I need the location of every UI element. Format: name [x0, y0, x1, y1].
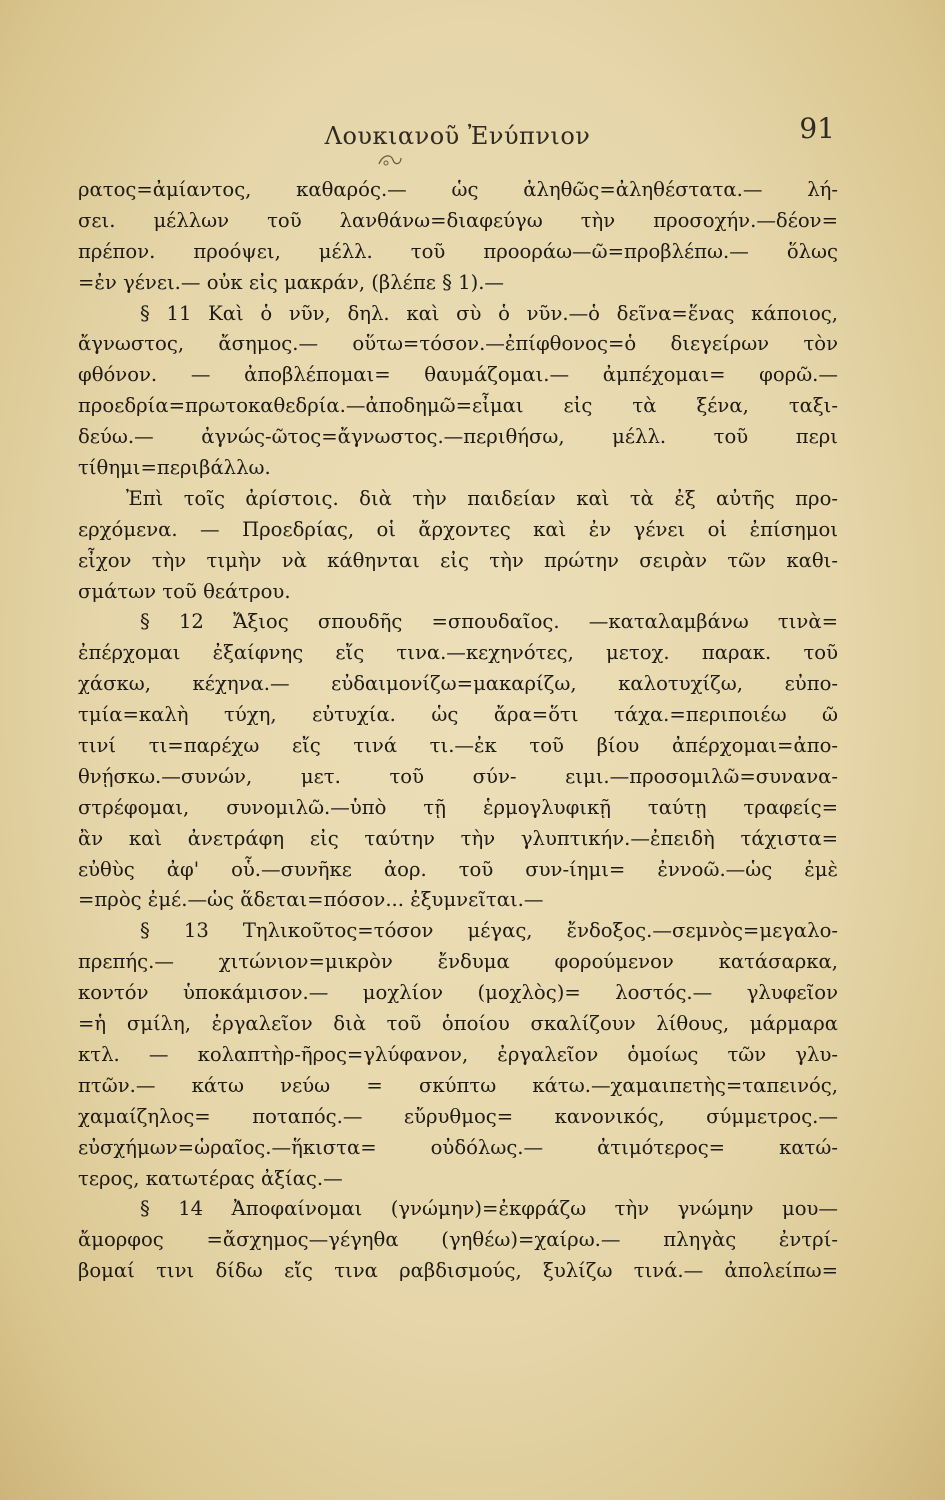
text-line: στρέφομαι, συνομιλῶ.—ὑπὸ τῇ ἑρμογλυφικῇ ταύτῃ τραφείς=: [78, 795, 838, 819]
ornament-icon: [375, 150, 405, 170]
page-number: 91: [799, 112, 835, 145]
text-line: χάσκω, κέχηνα.— εὐδαιμονίζω=μακαρίζω, καλοτυχίζω, εὐπο-: [78, 672, 838, 696]
text-line: πρεπής.— χιτώνιον=μικρὸν ἔνδυμα φορούμενον κατάσαρκα,: [78, 950, 838, 974]
text-line: σει. μέλλων τοῦ λανθάνω=διαφεύγω τὴν προσοχήν.—δέον=: [78, 208, 838, 232]
text-line: δεύω.— ἀγνώς-ῶτος=ἄγνωστος.—περιθήσω, μέλλ. τοῦ περι: [78, 425, 838, 449]
text-line: τίθημι=περιβάλλω.: [78, 456, 271, 480]
text-line: εἶχον τὴν τιμὴν νὰ κάθηνται εἰς τὴν πρώτην σειρὰν τῶν καθι-: [78, 548, 838, 572]
text-line: εὐθὺς ἀφ' οὗ.—συνῆκε ἀορ. τοῦ συν-ίημι= ἐννοῶ.—ὡς ἐμὲ: [78, 857, 838, 881]
text-line: θνῄσκω.—συνών, μετ. τοῦ σύν- ειμι.—προσομιλῶ=συνανα-: [78, 764, 838, 788]
text-line: χαμαίζηλος= ποταπός.— εὔρυθμος= κανονικός, σύμμετρος.—: [78, 1104, 838, 1128]
section-heading-line: § 14 Ἀποφαίνομαι (γνώμην)=ἐκφράζω τὴν γνώμην μου—: [140, 1197, 838, 1221]
section-heading-line: § 13 Τηλικοῦτος=τόσον μέγας, ἔνδοξος.—σεμνὸς=μεγαλο-: [140, 919, 838, 943]
text-line: ἐπέρχομαι ἐξαίφνης εἴς τινα.—κεχηνότες, μετοχ. παρακ. τοῦ: [78, 641, 838, 665]
text-line: βομαί τινι δίδω εἴς τινα ραβδισμούς, ξυλίζω τινά.— ἀπολείπω=: [78, 1259, 838, 1283]
section-heading-line: § 11 Καὶ ὁ νῦν, δηλ. καὶ σὺ ὁ νῦν.—ὁ δεῖνα=ἕνας κάποιος,: [140, 301, 838, 325]
body-text: [78, 175, 838, 1287]
text-line: ερχόμενα. — Προεδρίας, οἱ ἄρχοντες καὶ ἐν γένει οἱ ἐπίσημοι: [78, 517, 838, 541]
text-line: ρατος=ἀμίαντος, καθαρός.— ὡς ἀληθῶς=ἀληθέστατα.— λή-: [78, 178, 838, 201]
text-line: πτῶν.— κάτω νεύω = σκύπτω κάτω.—χαμαιπετὴς=ταπεινός,: [78, 1073, 838, 1097]
section-heading-line: § 12 Ἄξιος σπουδῆς =σπουδαῖος. —καταλαμβάνω τινὰ=: [140, 610, 838, 634]
text-line: κτλ. — κολαπτὴρ-ῆρος=γλύφανον, ἐργαλεῖον ὁμοίως τῶν γλυ-: [78, 1042, 838, 1066]
text-line: Ἐπὶ τοῖς ἀρίστοις. διὰ τὴν παιδείαν καὶ τὰ ἐξ αὐτῆς προ-: [126, 486, 838, 510]
text-line: σμάτων τοῦ θεάτρου.: [78, 579, 291, 603]
text-line: τμία=καλὴ τύχη, εὐτυχία. ὡς ἄρα=ὅτι τάχα.=περιποιέω ῶ: [78, 703, 838, 727]
text-line: ἄμορφος =ἄσχημος—γέγηθα (γηθέω)=χαίρω.— πληγὰς ἐντρί-: [78, 1228, 838, 1252]
text-line: εὐσχήμων=ὡραῖος.—ἥκιστα= οὐδόλως.— ἀτιμότερος= κατώ-: [78, 1135, 838, 1159]
text-line: πρέπον. προόψει, μέλλ. τοῦ προοράω—ῶ=προβλέπω.— ὅλως: [78, 239, 838, 263]
text-line: προεδρία=πρωτοκαθεδρία.—ἀποδημῶ=εἶμαι εἰς τὰ ξένα, ταξι-: [78, 394, 838, 418]
text-line: τερος, κατωτέρας ἀξίας.—: [78, 1166, 343, 1190]
text-line: τινί τι=παρέχω εἴς τινά τι.—ἐκ τοῦ βίου ἀπέρχομαι=ἀπο-: [78, 734, 838, 758]
running-title: Λουκιανοῦ Ἐνύπνιον: [324, 122, 591, 150]
text-line: ἄγνωστος, ἄσημος.— οὕτω=τόσον.—ἐπίφθονος=ὁ διεγείρων τὸν: [78, 332, 838, 356]
text-line: φθόνον. — ἀποβλέπομαι= θαυμάζομαι.— ἀμπέχομαι= φορῶ.—: [78, 363, 838, 387]
text-line: =πρὸς ἐμέ.—ὡς ἅδεται=πόσον... ἐξυμνεῖται.—: [78, 888, 544, 912]
text-line: ἂν καὶ ἀνετράφη εἰς ταύτην τὴν γλυπτικήν.—ἐπειδὴ τάχιστα=: [78, 826, 838, 850]
text-line: =ἐν γένει.— οὐκ εἰς μακράν, (βλέπε § 1).—: [78, 270, 505, 294]
text-line: =ἡ σμίλη, ἐργαλεῖον διὰ τοῦ ὁποίου σκαλίζουν λίθους, μάρμαρα: [78, 1012, 838, 1036]
text-line: κοντόν ὑποκάμισον.— μοχλίον (μοχλὸς)= λοστός.— γλυφεῖον: [78, 981, 838, 1005]
page-header: [80, 112, 835, 162]
